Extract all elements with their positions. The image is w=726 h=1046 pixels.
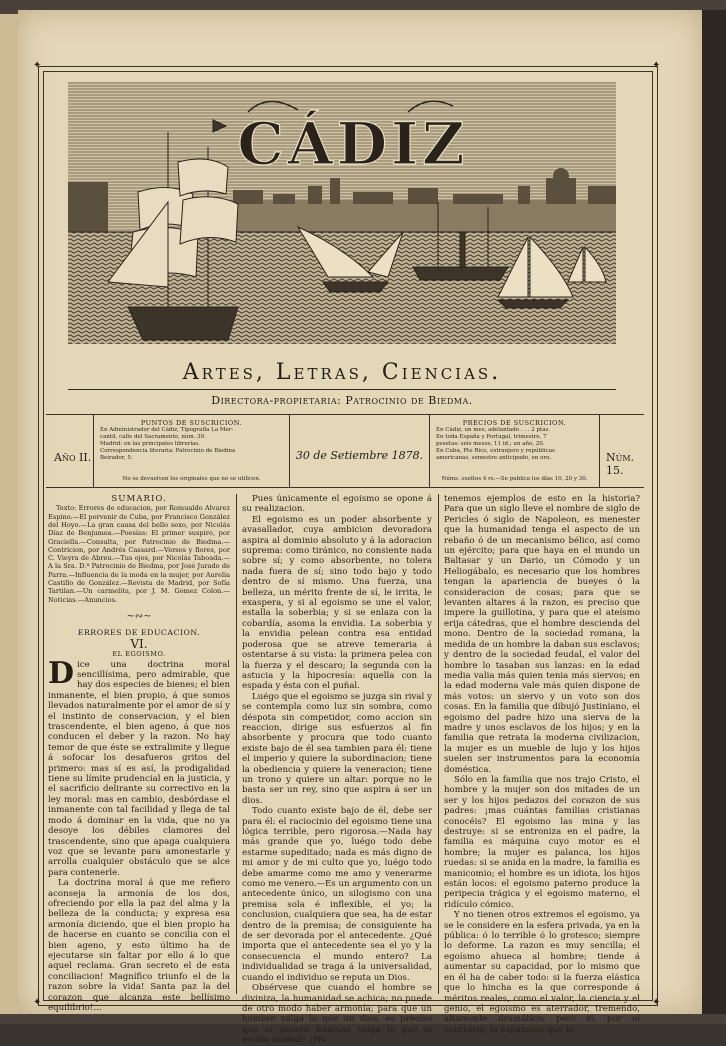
- issue-date: 30 de Setiembre 1878.: [295, 449, 424, 462]
- subscription-prices: [430, 415, 600, 487]
- corner-ornament: ✦: [33, 60, 42, 71]
- single-issue-note: Núms. sueltos 4 rs.—Se publica los días 10, 20 y 30.: [441, 476, 588, 482]
- price-line: En Cuba, Pto Rico, extranjero y repúblicas: [436, 448, 555, 454]
- masthead-subtitle: Artes, Letras, Ciencias.: [182, 360, 502, 385]
- column-1: [48, 494, 230, 1013]
- subscription-point-line: cantil, calle del Sacramento, núm. 39.: [100, 434, 206, 440]
- subscription-points: [94, 415, 290, 487]
- paragraph: Obsérvese que cuando el hombre se diviniza, la humanidad se achica; no puede de otro modo haber armonía; para que un hombre valga lo que un dios, es preciso que el género humano valga lo que la escala animal? ¿No: [242, 983, 432, 1046]
- article-heading: ERRORES DE EDUCACION.: [77, 628, 201, 638]
- director-line: Directora-propietaria: Patrocinio de Biedma.: [211, 394, 473, 407]
- column-rule: [438, 494, 439, 994]
- paragraph: [48, 655, 230, 879]
- corner-ornament: ✦: [652, 997, 661, 1008]
- subscription-prices-heading: PRECIOS DE SUSCRICION.: [462, 419, 567, 427]
- paragraph: Y no tienen otros extremos el egoismo, ya se le considere en la esfera privada, ya en la pública: ó lo terrible ó lo grotesco; siempre lo deforme. La razon es muy sencilla; el egoísmo ahueca al hombre; tiende á aumentar su capacidad, por lo mismo que en él ha de caber todo: si la fuerza elástica que lo hincha es la que corresponde á méritos reales, como el valor, la ciencia y el genio, el egoismo es aterrador, tremendo, altamente dramático; pero si, por el contrario, la expansion que lo: [444, 910, 640, 1035]
- paragraph: La doctrina moral á que me refiero aconseja la armonía de los dos, ofreciendo por ella la paz del alma y la belleza de la conducta; y expresa esa armonía diciendo, que el bien propio ha de hacerse en cuanto se concilia con el bien ageno, y esto último ha de ejecutarse sin faltar por ello á lo que aquel reclama. Gran secreto el de esta conciliacion! Magnífico triunfo el de la razon sobre la vida! Santa paz la del corazon que alcanza este bellísimo equilibrio!...: [48, 878, 230, 1013]
- sumario-heading: SUMARIO.: [111, 494, 167, 504]
- subscription-point-line: Correspondencia literaria: Patrocinio de Biedma: [100, 448, 236, 454]
- masthead-engraving: [68, 82, 616, 344]
- corner-ornament: ✦: [33, 997, 42, 1008]
- column-2: [242, 494, 432, 1046]
- left-page-edge: [0, 14, 19, 1014]
- paragraph: Sólo en la familia que nos trajo Cristo, el hombre y la mujer son dos mitades de un ser y los hijos pedazos del corazon de sus padres: ¡mas cuántas familias cristianas conocéis? El egoismo las mina y las destruye: si se entroniza en el padre, la familia es máquina cuyo motor es el hombre; la mujer es palanca, los hijos ruedas: si se anida en la madre, la familia es manicomio; el hombre es un idiota, los hijos están locos: el egoismo paterno produce la peripecia trágica y el egoismo materno, el ridículo cómico.: [444, 774, 640, 910]
- section-title: EL EGOISMO.: [112, 650, 166, 659]
- year-label: Año II.: [54, 451, 92, 464]
- section-number: VI.: [130, 636, 148, 651]
- year-cell: [46, 415, 94, 487]
- price-line: En toda España y Portugal, trimestre, 7: [436, 434, 547, 440]
- issue-number: Núm. 15.: [606, 451, 635, 477]
- column-3: [444, 494, 640, 1035]
- date-cell: [290, 415, 430, 487]
- right-dark-margin: [702, 10, 726, 1014]
- corner-ornament: ✦: [652, 60, 661, 71]
- price-line: americanas, semestre anticipado, en oro.: [436, 455, 552, 461]
- number-cell: [600, 415, 644, 487]
- info-bar: [46, 414, 644, 488]
- paragraph: tenemos ejemplos de esto en la historia? Para que un siglo lleve el nombre de siglo de Pericles ó siglo de Napoleon, es menester que la humanidad tenga el aspecto de un rebaño ó de un mecanismo bélico, así como un ejército; para que haya en el mundo un Baltasar y un Dario, un Cómodo y un Heliogábalo, es necesario que los hombres tengan la apariencia de bueyes ó la consideracion de cosas; para que se levanten altares á la razon, es preciso que impere la guillotina, y para que el ateísmo erija cátedras, que el hombre descienda del mono. Dentro de la sociedad romana, la medida de un hombre la daban sus esclavos; y dentro de la sociedad feudal, el valor del hombre lo tasaban sus lanzas: en la edad media valia más quien tenia más siervos; en la edad moderna vale más quien dispone de más votos: un siervo y un voto son dos cosas. En la familia que dibujó Justiniano, el egoismo del padre hizo una sierva de la madre y unos esclavos de los hijos; y en la familia que retrata la moderna civilizacion, la mujer es un mueble de lujo y los hijos suelen ser instrumentos para la economía doméstica.: [444, 494, 640, 775]
- divider: [68, 389, 616, 390]
- sumario-text: Texto: Errores de educacion, por Romualdo Alvarez Espino.—El porvenir de Cuba, por Francisco González del Hoyo.—La gran causa del bello sexo, por Nicolás Díaz de Benjumea.—Poesías: El primer suspiro, por Graciella.—Consulta, por Patrocinio de Biedma.—Contricion, por Andrés Cassard.—Versos y flores, por C. Vieyra de Abreu.—Tus ojos, por Nicolás Taboada.—A la Sra. D.ª Patrocinio de Biedma, por José Jurado de Parra.—Influencia de la moda en la mujer, por Aurelia Castillo de González.—Revista de Madrid, por Sofía Tartilan.—Un carmelita, por J. M. Gomez Colon.—Noticias.—Anuncios.: [48, 504, 230, 604]
- paragraph-text: ice una doctrina moral sencillísima, pero admirable, que hay dos especies de bienes; el bien inmanente, el bien propio, á que somos llevados naturalmente por el amor de sí y el instinto de conservacion, y el bien trascendente, el bien ageno, á que nos conducen el deber y la razon. No hay temor de que éste se extralimite y llegue á sofocar los desafueros gritos del primero: mas sí es así, la prodigalidad tiene su límite prudencial en la justicia, y el sacrificio delirante su correctivo en la ley moral: mas en cambio, desbórdase el inmanente con tal facilidad y llega de tal modo á dominar en la vida, que no ya desoye los débiles clamores del trascendente, sino que apaga cualquiera voz que se levante para amonestarle y arrolla cualquier obstáculo que se alce para contenerle.: [48, 659, 230, 878]
- subscription-point-line: Madrid: en las principales librerías.: [100, 441, 200, 447]
- paragraph: Todo cuanto existe bajo de él, debe ser para él: el raciocinio del egoismo tiene una lógica terrible, pero rigorosa.—Nada hay más grande que yo, luégo todo debe estarme supeditado; nada es más digno de mi amor y de mi culto que yo, luégo todo debe amarme como me amo y venerarme como me venero.—Es un argumento con un antecedente único, un silogismo con una premisa sola é inflexible, el yo; la conclusion, cualquiera que sea, ha de estar dentro de la premisa; de consiguiente ha de ser devorada por el antecedente. ¿Qué importa que el antecedente sea el yo y la consecuencia el mundo entero? La individualidad se traga á la universalidad, cuando el individuo se reputa un Dios.: [242, 806, 432, 983]
- paragraph: Pues únicamente el egoismo se opone á su realizacion.: [242, 494, 432, 515]
- flourish-divider: ~∾~: [126, 610, 152, 622]
- originals-note: No se devuelven los originales que no se utilicen.: [122, 476, 261, 482]
- price-line: pesetas: seis meses, 11 id.; un año, 20.: [436, 441, 545, 447]
- subscription-point-line: Beirador, 5.: [100, 455, 133, 461]
- drop-cap: D: [48, 655, 75, 691]
- newspaper-page: [18, 10, 702, 1046]
- subscription-points-heading: PUNTOS DE SUSCRICION.: [140, 419, 243, 427]
- column-rule: [236, 494, 237, 994]
- paragraph: El egoismo es un poder absorbente y avasallador, cuya ambicion devoradora aspira al dominio absoluto y á la adoracion suprema: como tiránico, no consiente nada sobre sí; y como absorbente, no tolera nada fuera de sí; sino todo bajo y todo dentro de sí mismo. Una fuerza, una belleza, un mérito frente de sí, le irrita, le exaspera, y si al egoismo se une el valor, estalla la soberbia; y si se enlaza con la cobardía, asoma la envidia. La soberbia y la envidia pelean contra esa entidad poderosa que se atreve temeraria á ostentarse á su vista: la primera pelea con la fuerza y el descaro; la segunda con la astucia y la hipocresía: aquella con la espada y ésta con el puñal.: [242, 514, 432, 692]
- subscription-point-line: En Administrador del Cádiz, Tipografía La Mer-: [100, 427, 234, 433]
- price-line: En Cádiz, un mes, adelantado . . . 2 ptas.: [436, 427, 551, 433]
- paragraph: Luégo que el egoismo se juzga sin rival y se contempla como luz sin sombra, como déspota sin competidor, como accion sin reaccion, dirige sus esfuerzos al fin absorbente y procura que todo cuanto existe bajo de él sea tambien para él: tiene el imperio y quiere la subordinacion; tiene la obediencia y quiere la veneracion; tiene un trono y quiere un altar: porque no le basta ser un rey, sino que aspira á ser un dios.: [242, 691, 432, 806]
- masthead-title: CÁDIZ: [237, 110, 469, 178]
